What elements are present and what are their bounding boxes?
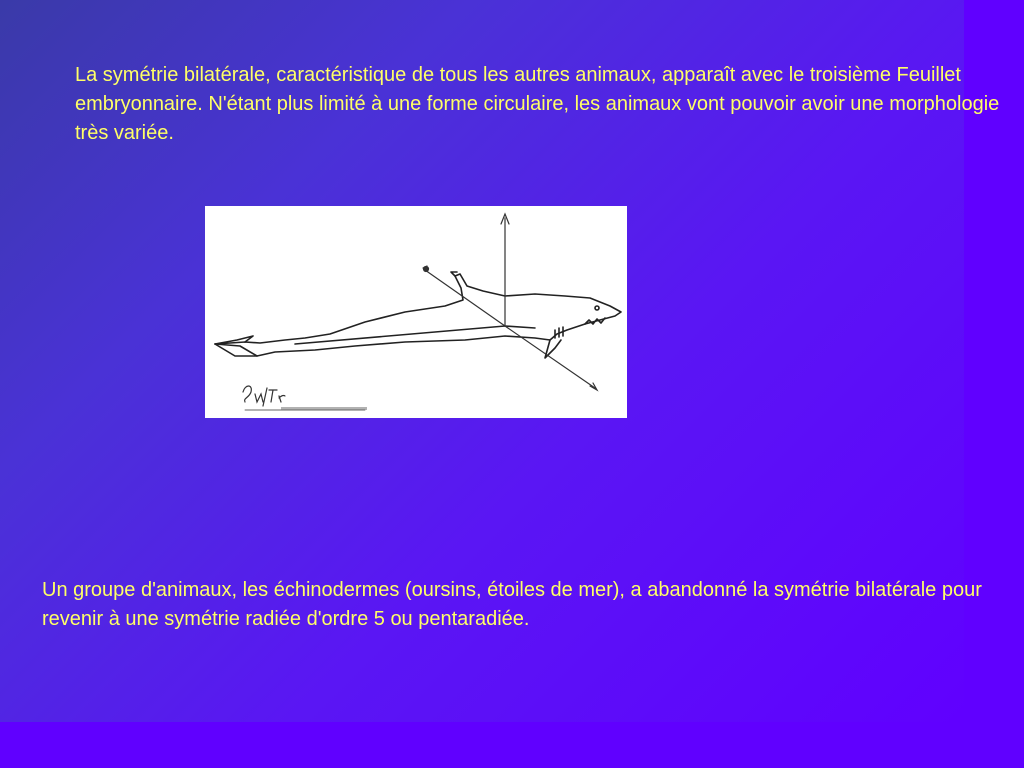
shark-symmetry-figure [205, 206, 627, 418]
shark-outline [215, 274, 621, 356]
longitudinal-axis [425, 270, 505, 326]
paragraph-bilateral-symmetry: La symétrie bilatérale, caractéristique de tous les autres animaux, apparaît avec le troisième Feuillet embryonnaire. N'étant plus limité à une forme circulaire, les animaux vont pouvoir avoir une morphologie très variée. [75, 64, 1000, 144]
paragraph-echinoderms: Un groupe d'animaux, les échinodermes (oursins, étoiles de mer), a abandonné la symétrie bilatérale pour revenir à une symétrie radiée d'ordre 5 ou pentaradiée. [42, 579, 982, 630]
shark-eye [595, 306, 599, 310]
shark-drawing [205, 206, 627, 418]
signature-mark [243, 386, 365, 410]
transverse-axis [505, 326, 595, 388]
signature-small-print [281, 407, 367, 410]
